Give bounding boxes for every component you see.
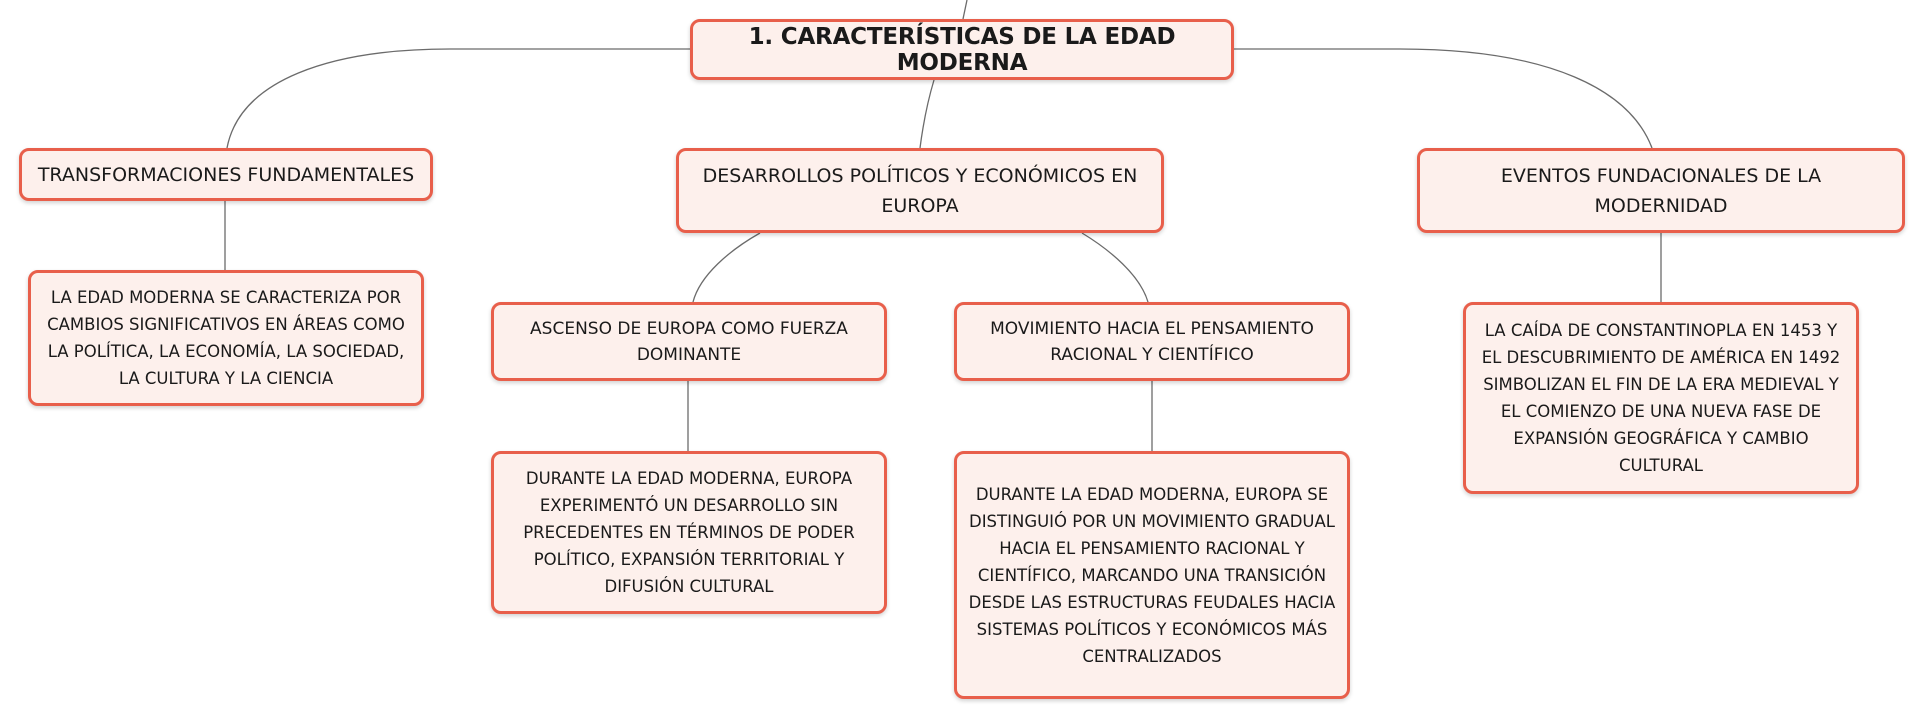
connector-desarrollos-ascenso xyxy=(693,233,760,302)
connector-root-desarrollos xyxy=(920,80,934,148)
topic-movimiento[interactable] xyxy=(954,302,1350,381)
detail-movimiento-text: DURANTE LA EDAD MODERNA, EUROPA SE DISTINGUIÓ POR UN MOVIMIENTO GRADUAL HACIA EL PENSAMIENTO RACIONAL Y CIENTÍFICO, MARCANDO UNA TRANSICIÓN DESDE LAS ESTRUCTURAS FEUDALES HACIA SISTEMAS POLÍTICOS Y ECONÓMICOS MÁS CENTRALIZADOS xyxy=(968,484,1336,666)
root-topic-label: 1. CARACTERÍSTICAS DE LA EDAD MODERNA xyxy=(748,23,1176,76)
topic-ascenso[interactable] xyxy=(491,302,887,381)
topic-ascenso-label: ASCENSO DE EUROPA COMO FUERZA DOMINANTE xyxy=(530,318,848,365)
topic-desarrollos-label: DESARROLLOS POLÍTICOS Y ECONÓMICOS EN EUROPA xyxy=(702,164,1138,217)
detail-transformaciones[interactable] xyxy=(28,270,424,406)
detail-transformaciones-text: LA EDAD MODERNA SE CARACTERIZA POR CAMBIOS SIGNIFICATIVOS EN ÁREAS COMO LA POLÍTICA, LA ECONOMÍA, LA SOCIEDAD, LA CULTURA Y LA CIENCIA xyxy=(47,288,405,388)
root-topic[interactable] xyxy=(690,19,1234,80)
topic-desarrollos[interactable] xyxy=(676,148,1164,233)
topic-transformaciones[interactable] xyxy=(19,148,433,201)
topic-movimiento-label: MOVIMIENTO HACIA EL PENSAMIENTO RACIONAL Y CIENTÍFICO xyxy=(990,318,1314,365)
connector-root-parent xyxy=(963,0,967,19)
connector-root-transformaciones xyxy=(227,49,692,148)
connector-desarrollos-movimiento xyxy=(1082,233,1148,302)
detail-ascenso[interactable] xyxy=(491,451,887,614)
detail-eventos[interactable] xyxy=(1463,302,1859,494)
topic-transformaciones-label: TRANSFORMACIONES FUNDAMENTALES xyxy=(37,163,415,186)
detail-ascenso-text: DURANTE LA EDAD MODERNA, EUROPA EXPERIMENTÓ UN DESARROLLO SIN PRECEDENTES EN TÉRMINOS DE PODER POLÍTICO, EXPANSIÓN TERRITORIAL Y DIFUSIÓN CULTURAL xyxy=(523,469,855,596)
detail-eventos-text: LA CAÍDA DE CONSTANTINOPLA EN 1453 Y EL DESCUBRIMIENTO DE AMÉRICA EN 1492 SIMBOLIZAN EL FIN DE LA ERA MEDIEVAL Y EL COMIENZO DE UNA NUEVA FASE DE EXPANSIÓN GEOGRÁFICA Y CAMBIO CULTURAL xyxy=(1481,321,1841,475)
connector-root-eventos xyxy=(1233,49,1652,148)
topic-eventos-label: EVENTOS FUNDACIONALES DE LA MODERNIDAD xyxy=(1500,164,1822,217)
topic-eventos[interactable] xyxy=(1417,148,1905,233)
detail-movimiento[interactable] xyxy=(954,451,1350,699)
